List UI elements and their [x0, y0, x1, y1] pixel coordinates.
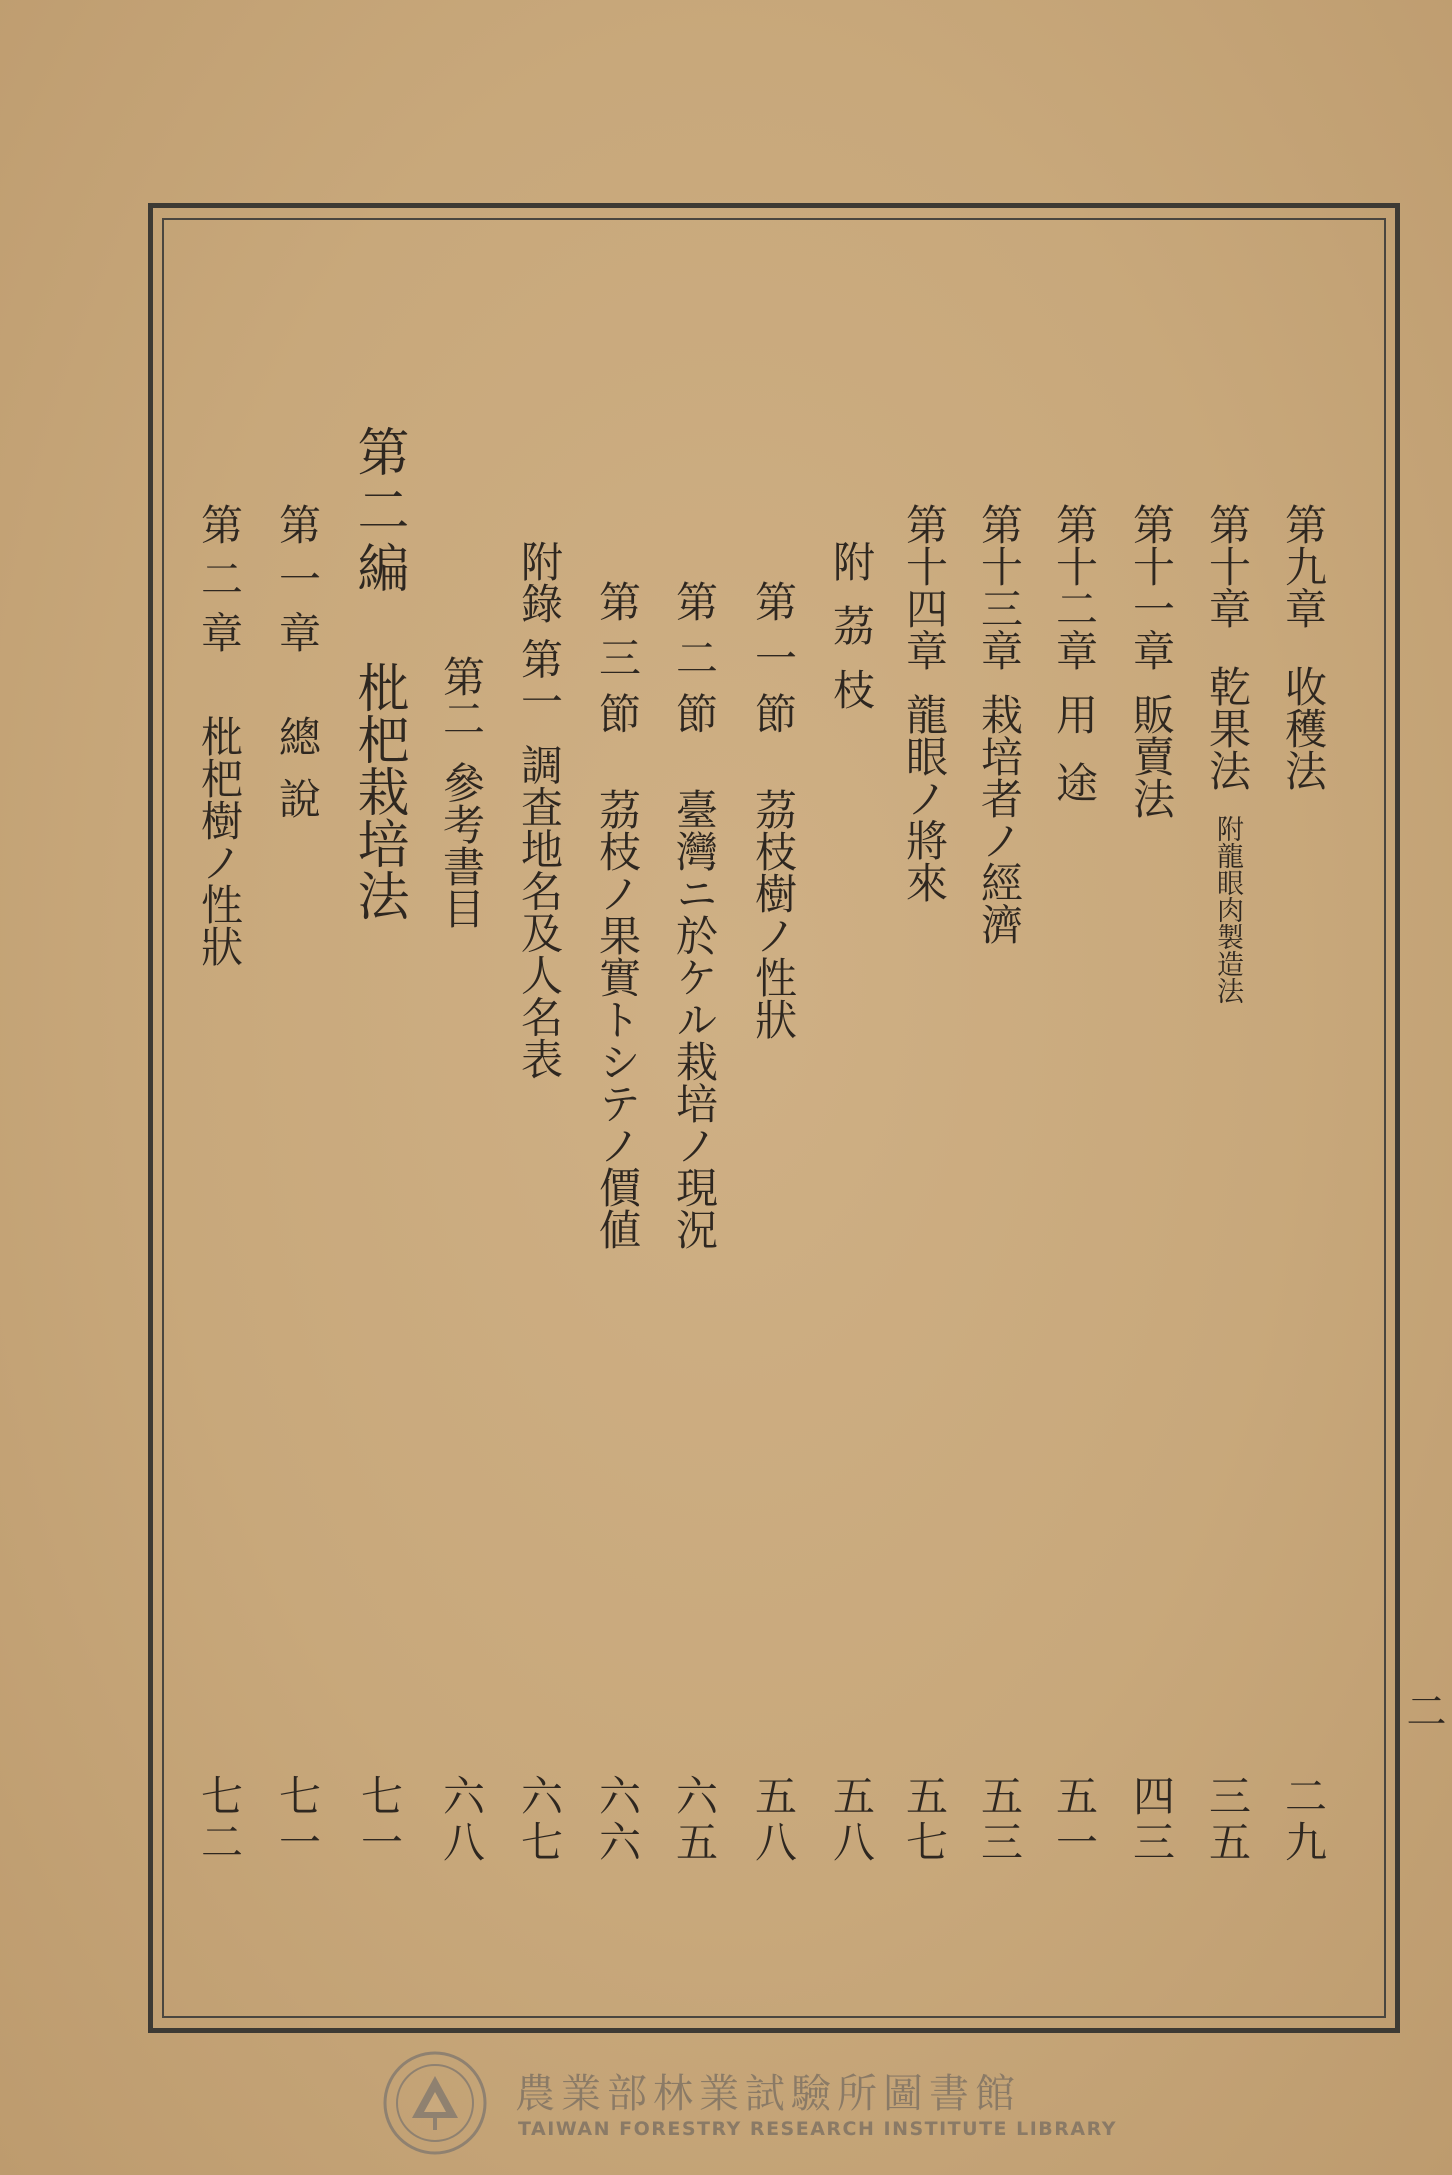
toc-page-number: 七二 [195, 1774, 244, 1866]
toc-page-number: 五八 [827, 1774, 876, 1866]
toc-page-number: 七一 [355, 1774, 404, 1866]
toc-page-number: 五一 [1050, 1774, 1099, 1866]
toc-label: 第十四章 [900, 503, 949, 671]
toc-title: 茘枝 [827, 604, 876, 732]
toc-entry [1279, 503, 1328, 791]
toc-page-number: 五三 [975, 1774, 1024, 1866]
toc-label: 第九章 [1279, 503, 1328, 629]
toc-title: 枇杷栽培法 [348, 661, 408, 921]
toc-title: 總說 [273, 715, 322, 839]
toc-entry [670, 580, 719, 1250]
toc-title: 栽培者ノ經濟 [975, 693, 1024, 945]
toc-note: 附龍眼肉製造法 [1212, 815, 1243, 1004]
toc-entry [1050, 503, 1099, 829]
toc-page-number: 六七 [515, 1774, 564, 1866]
toc-entry [195, 503, 244, 967]
toc-title: 參考書目 [437, 761, 486, 929]
toc-page-number: 六八 [437, 1774, 486, 1866]
toc-page-number: 二九 [1279, 1774, 1328, 1866]
toc-entry [975, 503, 1024, 945]
toc-title: 收穫法 [1279, 665, 1328, 791]
toc-label: 第二編 [348, 425, 408, 599]
toc-label: 第二 [437, 655, 486, 739]
toc-entry [1127, 503, 1176, 819]
toc-label: 附錄 第一 [515, 540, 564, 722]
toc-label: 第一節 [749, 580, 798, 748]
toc-page-number: 五八 [749, 1774, 798, 1866]
toc-label: 第十章 [1203, 503, 1252, 629]
toc-page-number: 五七 [900, 1774, 949, 1866]
toc-page-number: 六五 [670, 1774, 719, 1866]
toc-entry [437, 655, 486, 929]
toc-title: 用途 [1050, 693, 1099, 829]
toc-label: 第十一章 [1127, 503, 1176, 671]
toc-label: 第十三章 [975, 503, 1024, 671]
toc-entry [593, 580, 642, 1250]
toc-label: 附 [827, 540, 876, 582]
library-name-chinese: 農業部林業試驗所圖書館 [515, 2071, 1021, 2117]
toc-title: 龍眼ノ將來 [900, 693, 949, 903]
toc-title: 販賣法 [1127, 693, 1176, 819]
toc-page-number: 四三 [1127, 1774, 1176, 1866]
toc-entry [515, 540, 564, 1080]
toc-label: 第二節 [670, 580, 719, 748]
toc-page-number: 三五 [1203, 1774, 1252, 1866]
library-name-english: TAIWAN FORESTRY RESEARCH INSTITUTE LIBRARY [518, 2118, 1117, 2140]
toc-entry-part [348, 425, 408, 921]
toc-entry [749, 580, 798, 1040]
library-seal-icon [380, 2048, 490, 2158]
toc-label: 第一章 [273, 503, 322, 665]
toc-title: 乾果法 [1203, 665, 1252, 791]
toc-page-number: 六六 [593, 1774, 642, 1866]
toc-entry [273, 503, 322, 839]
toc-label: 第三節 [593, 580, 642, 748]
toc-title: 茘枝樹ノ性狀 [749, 788, 798, 1040]
toc-label: 第十二章 [1050, 503, 1099, 671]
toc-entry [900, 503, 949, 903]
toc-title: 茘枝ノ果實トシテノ價値 [593, 788, 642, 1250]
toc-entry [1203, 503, 1252, 1004]
toc-label: 第二章 [195, 503, 244, 665]
toc-title: 臺灣ニ於ケル栽培ノ現況 [670, 788, 719, 1250]
toc-title: 枇杷樹ノ性狀 [195, 715, 244, 967]
toc-entry [827, 540, 876, 732]
folio-number: 二 [1400, 1690, 1446, 1730]
toc-page-number: 七一 [273, 1774, 322, 1866]
toc-title: 調査地名及人名表 [515, 743, 564, 1080]
page-border-inner [162, 218, 1386, 2018]
